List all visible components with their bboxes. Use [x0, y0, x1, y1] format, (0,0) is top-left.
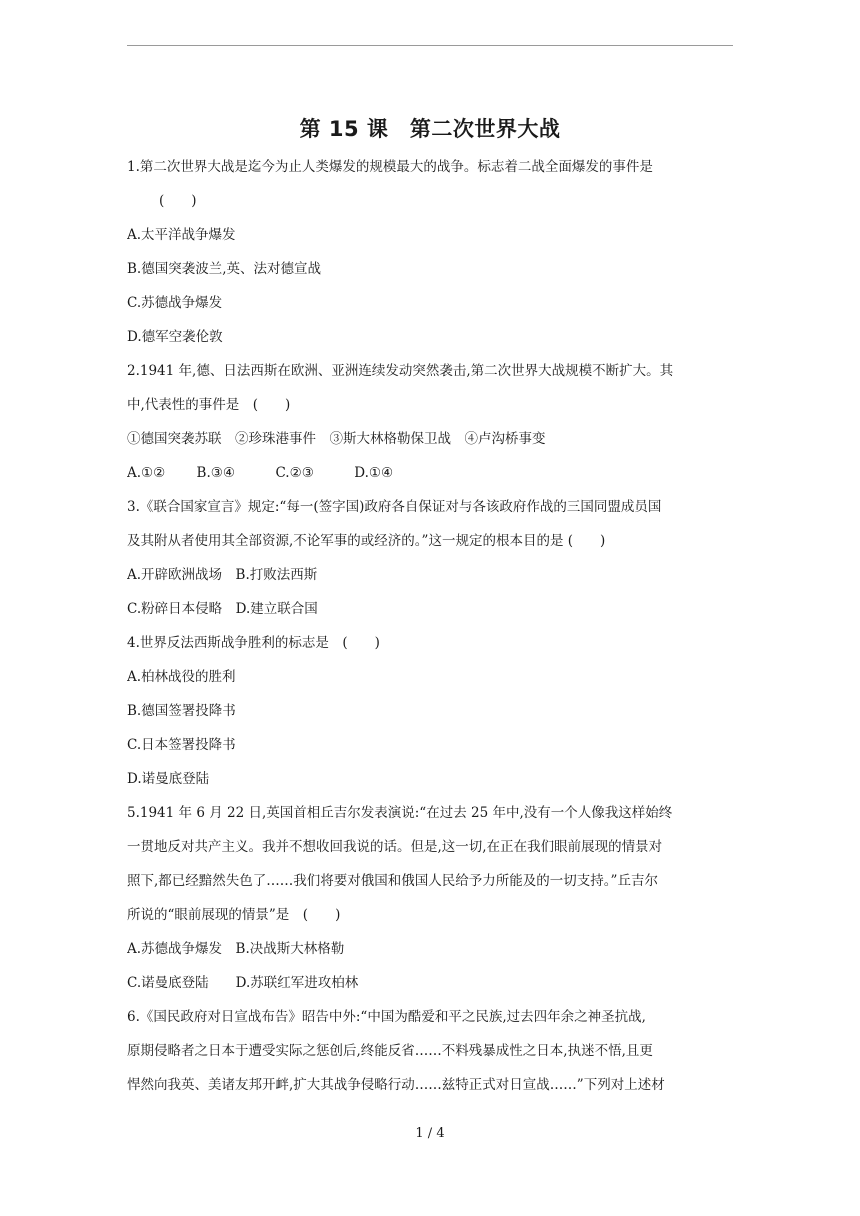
q4-option-b: B.德国签署投降书 [127, 703, 236, 719]
q2-stem-line-2: 中,代表性的事件是 ( ) [127, 397, 291, 413]
header-rule [127, 45, 733, 46]
q1-option-c: C.苏德战争爆发 [127, 295, 223, 311]
q1-option-b: B.德国突袭波兰,英、法对德宣战 [127, 261, 322, 277]
q5-stem-line-1: 5.1941 年 6 月 22 日,英国首相丘吉尔发表演说:“在过去 25 年中,没有一个人像我这样始终 [127, 805, 673, 821]
q5-options-ab: A.苏德战争爆发 B.决战斯大林格勒 [127, 941, 345, 957]
question-body [127, 150, 735, 1102]
q3-stem-line-2: 及其附从者使用其全部资源,不论军事的或经济的。”这一规定的根本目的是 ( ) [127, 533, 606, 549]
page-title: 第 15 课 第二次世界大战 [299, 117, 561, 141]
q1-option-a: A.太平洋战争爆发 [127, 227, 236, 243]
q5-stem-line-3: 照下,都已经黯然失色了……我们将要对俄国和俄国人民给予力所能及的一切支持。”丘吉尔 [127, 873, 658, 889]
q4-option-d: D.诺曼底登陆 [127, 771, 210, 787]
q6-stem-line-1: 6.《国民政府对日宣战布告》昭告中外:“中国为酷爱和平之民族,过去四年余之神圣抗战, [127, 1009, 646, 1025]
q3-options-ab: A.开辟欧洲战场 B.打败法西斯 [127, 567, 318, 583]
q4-stem: 4.世界反法西斯战争胜利的标志是 ( ) [127, 635, 380, 651]
q5-options-cd: C.诺曼底登陆 D.苏联红军进攻柏林 [127, 975, 359, 991]
q6-stem-line-2: 原期侵略者之日本于遭受实际之惩创后,终能反省……不料残暴成性之日本,执迷不悟,且更 [127, 1043, 653, 1059]
q4-option-c: C.日本签署投降书 [127, 737, 236, 753]
q1-stem: 1.第二次世界大战是迄今为止人类爆发的规模最大的战争。标志着二战全面爆发的事件是 [127, 159, 653, 175]
q1-answer-blank: ( ) [159, 193, 197, 209]
q3-stem-line-1: 3.《联合国家宣言》规定:“每一(签字国)政府各自保证对与各该政府作战的三国同盟成员国 [127, 499, 662, 515]
q4-option-a: A.柏林战役的胜利 [127, 669, 236, 685]
q2-options: A.①② B.③④ C.②③ D.①④ [127, 465, 394, 481]
q5-stem-line-2: 一贯地反对共产主义。我并不想收回我说的话。但是,这一切,在正在我们眼前展现的情景对 [127, 839, 663, 855]
q6-stem-line-3: 悍然向我英、美诸友邦开衅,扩大其战争侵略行动……兹特正式对日宣战……”下列对上述材 [127, 1077, 665, 1093]
q2-stem-line-1: 2.1941 年,德、日法西斯在欧洲、亚洲连续发动突然袭击,第二次世界大战规模不断扩大。其 [127, 363, 674, 379]
q2-event-list: ①德国突袭苏联 ②珍珠港事件 ③斯大林格勒保卫战 ④卢沟桥事变 [127, 431, 546, 447]
page-number: 1 / 4 [415, 1126, 445, 1141]
q3-options-cd: C.粉碎日本侵略 D.建立联合国 [127, 601, 318, 617]
q1-option-d: D.德军空袭伦敦 [127, 329, 223, 345]
q5-stem-line-4: 所说的“眼前展现的情景”是 ( ) [127, 907, 341, 923]
